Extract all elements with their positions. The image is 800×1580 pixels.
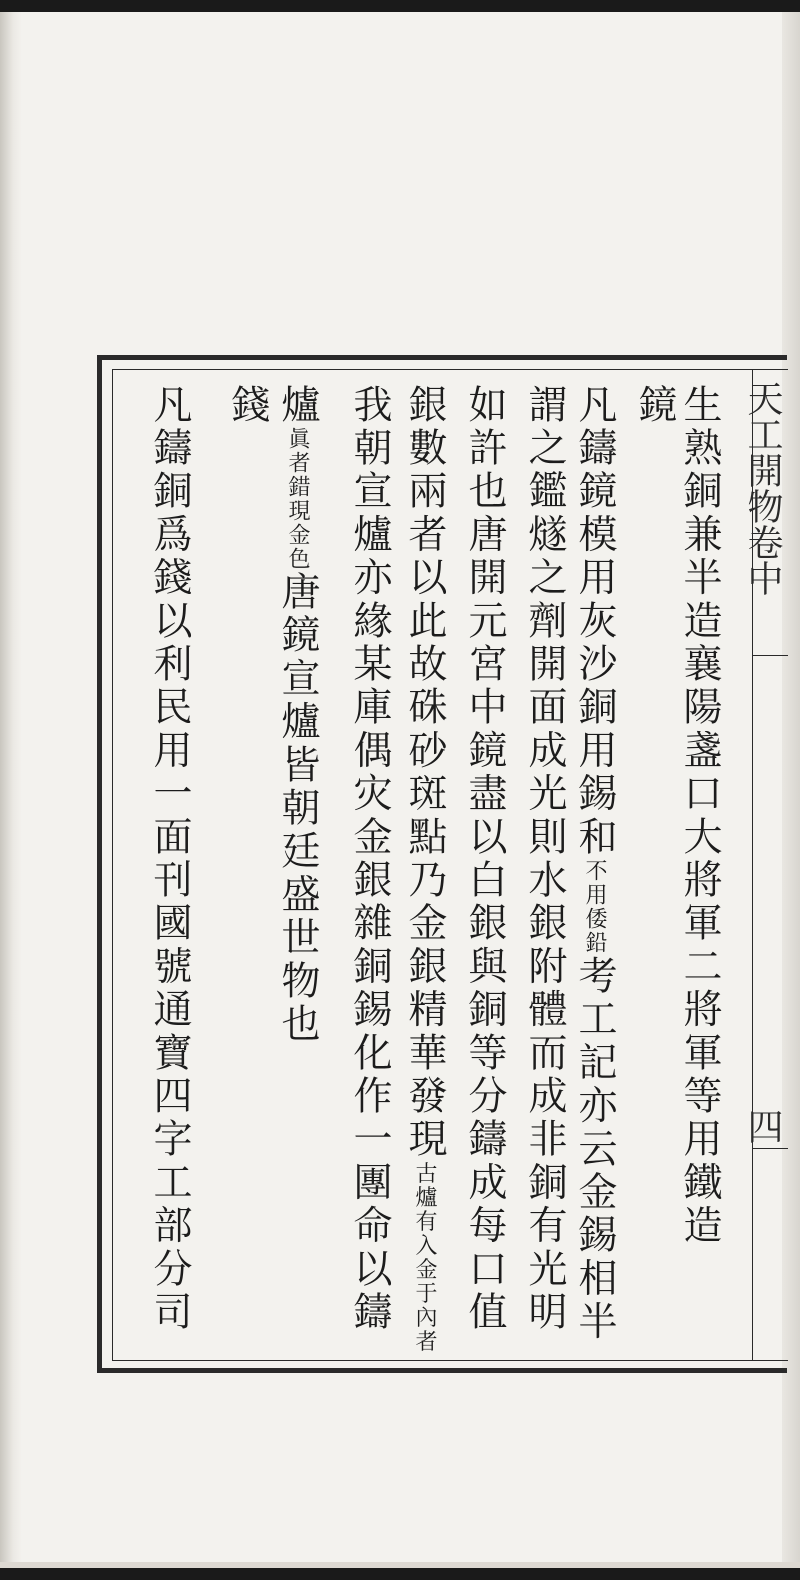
text-column — [147, 384, 192, 1359]
main-text: 謂之鑑燧之劑開面成光則水銀附體而成非銅有光明 — [522, 384, 567, 1335]
page-gutter-shadow — [0, 12, 22, 1568]
interlinear-note: 不用倭鉛 — [582, 859, 607, 956]
text-column — [522, 384, 567, 1359]
interlinear-note: 古爐有入金于內者 — [412, 1161, 437, 1354]
text-column — [462, 384, 507, 1359]
main-text: 錢 — [225, 384, 270, 428]
text-column — [275, 384, 320, 1359]
leaf-number: 四 — [742, 1108, 783, 1144]
main-text: 銀數兩者以此故硃砂斑點乃金銀精華發現 — [402, 384, 447, 1162]
main-text: 凡鑄鏡模用灰沙銅用錫和 — [572, 384, 617, 860]
main-text: 爐 — [275, 384, 320, 428]
interlinear-note: 眞者錯現金色 — [285, 427, 310, 572]
main-text: 唐鏡宣爐皆朝廷盛世物也 — [275, 571, 320, 1047]
text-column — [632, 384, 677, 1359]
main-text: 如許也唐開元宮中鏡盡以白銀與銅等分鑄成每口值 — [462, 384, 507, 1335]
text-column — [225, 384, 270, 1359]
text-column — [677, 384, 722, 1359]
main-text: 凡鑄銅爲錢以利民用一面刊國號通寶四字工部分司 — [147, 384, 192, 1335]
fold-title: 天工開物卷中 — [742, 380, 783, 596]
page-bottom-edge — [0, 1562, 800, 1568]
text-column — [402, 384, 447, 1359]
text-column — [572, 384, 617, 1359]
main-text: 鏡 — [632, 384, 677, 428]
main-text: 生熟銅兼半造襄陽盞口大將軍二將軍等用鐵造 — [677, 384, 722, 1248]
text-column — [347, 384, 392, 1359]
main-text: 考工記亦云金錫相半 — [572, 955, 617, 1345]
main-text: 我朝宣爐亦緣某庫偶灾金銀雜銅錫化作一團命以鑄 — [347, 384, 392, 1335]
